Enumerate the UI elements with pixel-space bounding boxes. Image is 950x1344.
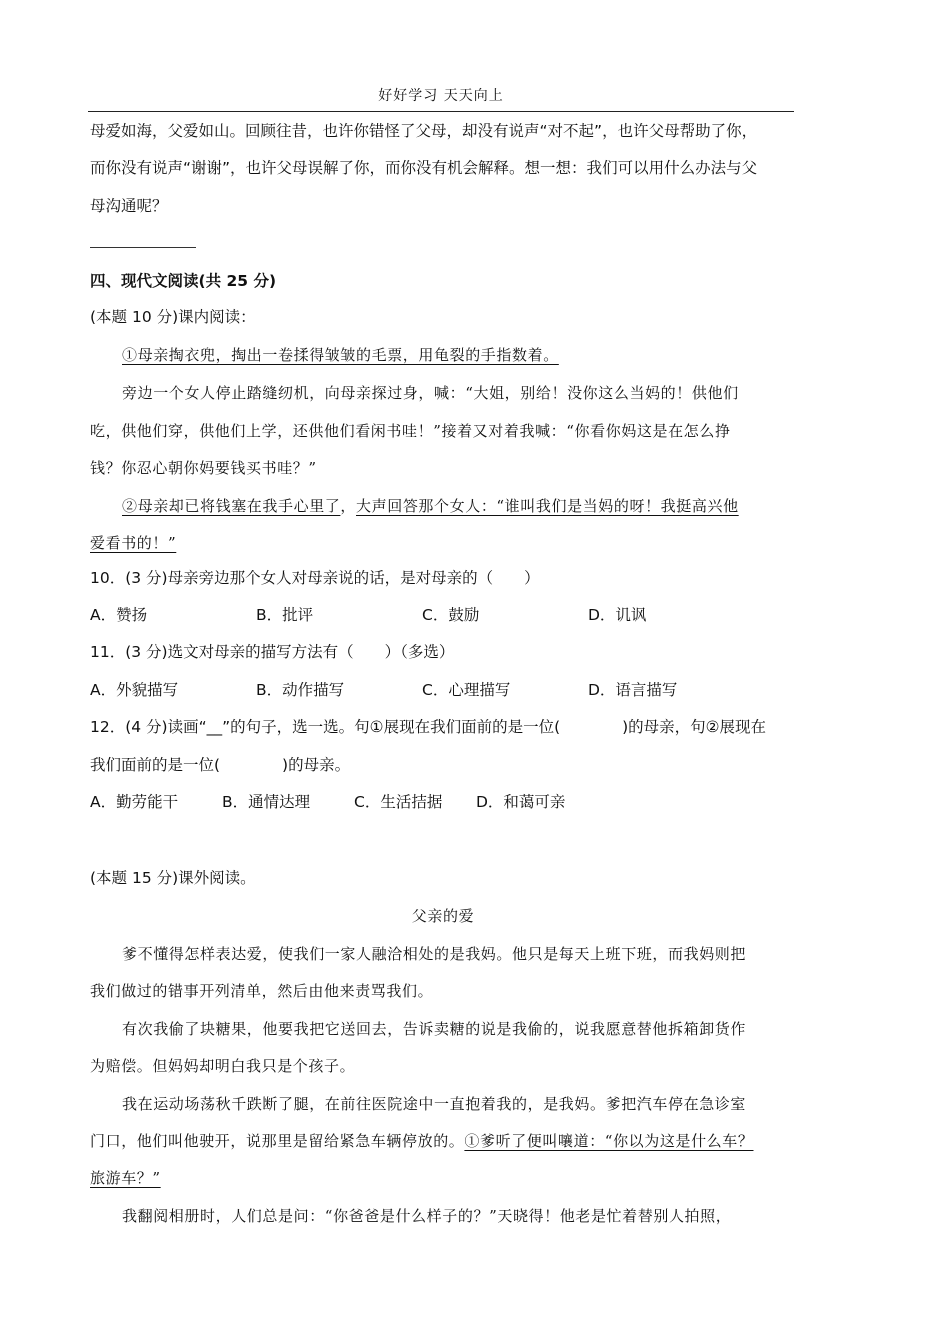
- underlined-sentence-2b: 大声回答那个女人：“谁叫我们是当妈的呀！我挺高兴他: [356, 497, 739, 515]
- page-header: 好好学习 天天向上: [378, 88, 504, 104]
- header-rule: [88, 111, 794, 112]
- q11-option-b: B．动作描写: [256, 681, 345, 699]
- part2-para2-line-1: 有次我偷了块糖果，他要我把它送回去，告诉卖糖的说是我偷的，说我愿意替他拆箱卸货作: [122, 1020, 747, 1038]
- q11-option-d: D．语言描写: [588, 681, 678, 699]
- part2-para3-line-3: [90, 1167, 161, 1189]
- question-12-line-2: 我们面前的是一位( )的母亲。: [90, 756, 351, 774]
- part1-para2-line-3: 钱？你忍心朝你妈要钱买书哇？”: [90, 459, 317, 477]
- question-12-line-1: 12．(4 分)读画“__”的句子，选一选。句①展现在我们面前的是一位( )的母亲，句②展现在: [90, 718, 767, 736]
- underlined-sentence-father-2: 旅游车？”: [90, 1169, 161, 1187]
- part2-para2-line-2: 为赔偿。但妈妈却明白我只是个孩子。: [90, 1057, 356, 1075]
- q12-option-a: A．勤劳能干: [90, 793, 179, 811]
- underlined-sentence-1: ①母亲掏衣兜，掏出一卷揉得皱皱的毛票，用龟裂的手指数着。: [122, 346, 559, 364]
- q10-option-a: A．赞扬: [90, 606, 148, 624]
- part2-para4-line-1: 我翻阅相册时，人们总是问：“你爸爸是什么样子的？”天晓得！他老是忙着替别人拍照，: [122, 1207, 732, 1225]
- question-11: 11．(3 分)选文对母亲的描写方法有（ ）（多选）: [90, 643, 455, 661]
- part1-para2-line-2: 吃，供他们穿，供他们上学，还供他们看闲书哇！”接着又对着我喊：“你看你妈这是在怎么挣: [90, 422, 731, 440]
- q11-option-c: C．心理描写: [422, 681, 511, 699]
- part1-label: (本题 10 分)课内阅读：: [90, 308, 256, 326]
- underlined-sentence-2a: ②母亲却已将钱塞在我手心里了: [122, 497, 341, 515]
- q10-option-c: C．鼓励: [422, 606, 480, 624]
- question-10: 10．(3 分)母亲旁边那个女人对母亲说的话，是对母亲的（ ）: [90, 569, 540, 587]
- part2-para3-line-1: 我在运动场荡秋千跌断了腿，在前往医院途中一直抱着我的，是我妈。爹把汽车停在急诊室: [122, 1095, 747, 1113]
- part2-para1-line-2: 我们做过的错事开列清单，然后由他来责骂我们。: [90, 982, 434, 1000]
- underlined-sentence-father-1: ①爹听了便叫嚷道：“你以为这是什么车？: [464, 1132, 754, 1150]
- part2-label: (本题 15 分)课外阅读。: [90, 869, 256, 887]
- intro-line-3: 母沟通呢？: [90, 197, 168, 215]
- part1-sentence-1: [122, 344, 559, 366]
- intro-line-2: 而你没有说声“谢谢”，也许父母误解了你，而你没有机会解释。想一想：我们可以用什么办法与父: [90, 159, 758, 177]
- q12-option-d: D．和蔼可亲: [476, 793, 566, 811]
- q11-option-a: A．外貌描写: [90, 681, 179, 699]
- part1-para2-line-1: 旁边一个女人停止踏缝纫机，向母亲探过身，喊：“大姐，别给！没你这么当妈的！供他们: [122, 384, 739, 402]
- passage-title: 父亲的爱: [411, 907, 475, 925]
- part2-para1-line-1: 爹不懂得怎样表达爱，使我们一家人融洽相处的是我妈。他只是每天上班下班，而我妈则把: [122, 945, 747, 963]
- para3-plain-text: 门口，他们叫他驶开，说那里是留给紧急车辆停放的。: [90, 1132, 465, 1150]
- q12-option-c: C．生活拮据: [354, 793, 443, 811]
- sentence-2-comma: ，: [340, 497, 357, 515]
- part1-sentence-2-line-2: [90, 532, 176, 554]
- part2-para3-line-2: [90, 1130, 753, 1152]
- underlined-sentence-2c: 爱看书的！”: [90, 534, 177, 552]
- part1-sentence-2-line-1: [122, 495, 739, 517]
- q10-option-b: B．批评: [256, 606, 314, 624]
- q12-option-b: B．通情达理: [222, 793, 311, 811]
- intro-line-1: 母爱如海，父爱如山。回顾往昔，也许你错怪了父母，却没有说声“对不起”，也许父母帮助了你，: [90, 122, 758, 140]
- answer-blank-line: [90, 247, 196, 248]
- q10-option-d: D．讥讽: [588, 606, 647, 624]
- section-heading: 四、现代文阅读(共 25 分): [90, 272, 277, 290]
